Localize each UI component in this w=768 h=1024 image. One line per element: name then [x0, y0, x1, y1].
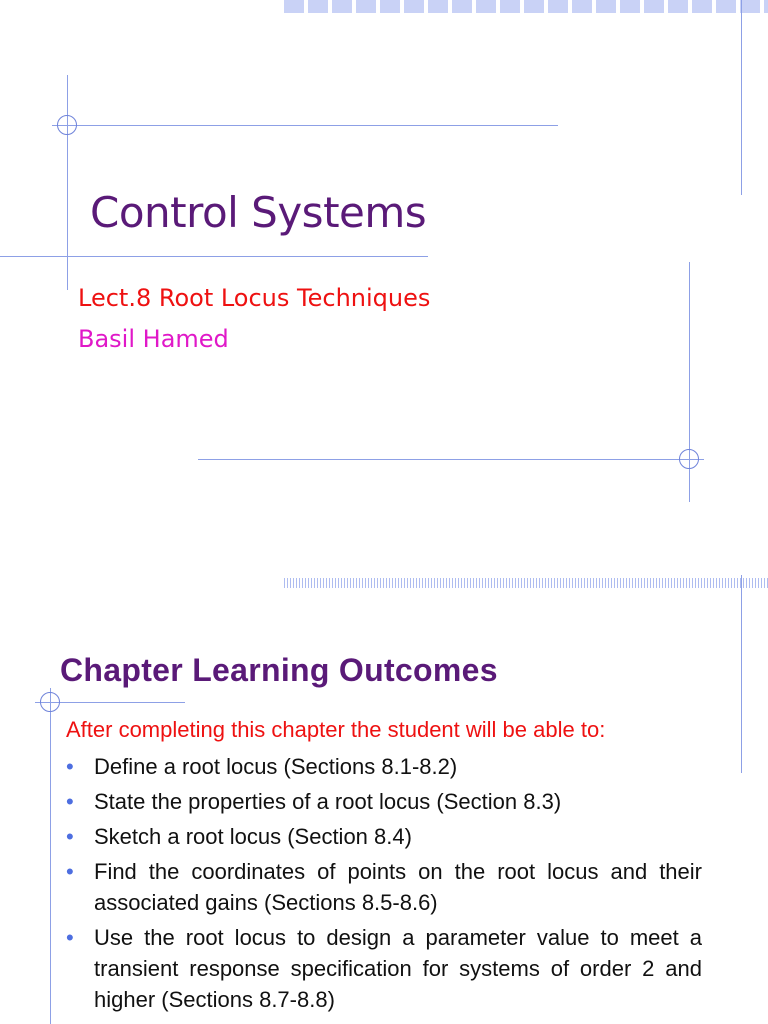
- outcomes-list: [66, 751, 702, 1019]
- author-name: Basil Hamed: [78, 325, 229, 353]
- list-item: [66, 821, 702, 852]
- decorative-tick-strip: [284, 578, 768, 588]
- outcome-text: Use the root locus to design a parameter value to meet a transient response specification for systems of order 2 and higher (Sections 8.7-8.8): [94, 925, 702, 1012]
- bullet-icon: •: [66, 925, 74, 950]
- decorative-vline: [741, 575, 742, 773]
- list-item: [66, 786, 702, 817]
- list-item: [66, 751, 702, 782]
- crosshair-icon: [679, 449, 699, 469]
- crosshair-icon: [57, 115, 77, 135]
- bullet-icon: •: [66, 824, 74, 849]
- outcomes-slide: [0, 545, 768, 1024]
- outcome-text: Find the coordinates of points on the root locus and their associated gains (Sections 8.5-8.6): [94, 859, 702, 915]
- lecture-subtitle: Lect.8 Root Locus Techniques: [78, 284, 431, 312]
- list-item: [66, 856, 702, 918]
- outcome-text: Sketch a root locus (Section 8.4): [94, 824, 412, 849]
- decorative-hline: [198, 459, 704, 460]
- list-item: [66, 922, 702, 1015]
- outcome-text: Define a root locus (Sections 8.1-8.2): [94, 754, 458, 779]
- decorative-vline: [741, 0, 742, 195]
- bullet-icon: •: [66, 859, 74, 884]
- bullet-icon: •: [66, 789, 74, 814]
- decorative-hline: [52, 125, 558, 126]
- intro-text: After completing this chapter the student will be able to:: [66, 717, 606, 742]
- section-heading: Chapter Learning Outcomes: [60, 652, 498, 688]
- crosshair-icon: [40, 692, 60, 712]
- outcome-text: State the properties of a root locus (Section 8.3): [94, 789, 562, 814]
- decorative-checker-strip: [284, 0, 768, 13]
- decorative-hline: [0, 256, 428, 257]
- decorative-vline: [50, 688, 51, 1024]
- bullet-icon: •: [66, 754, 74, 779]
- slide-title: Control Systems: [90, 188, 427, 237]
- decorative-vline: [67, 75, 68, 290]
